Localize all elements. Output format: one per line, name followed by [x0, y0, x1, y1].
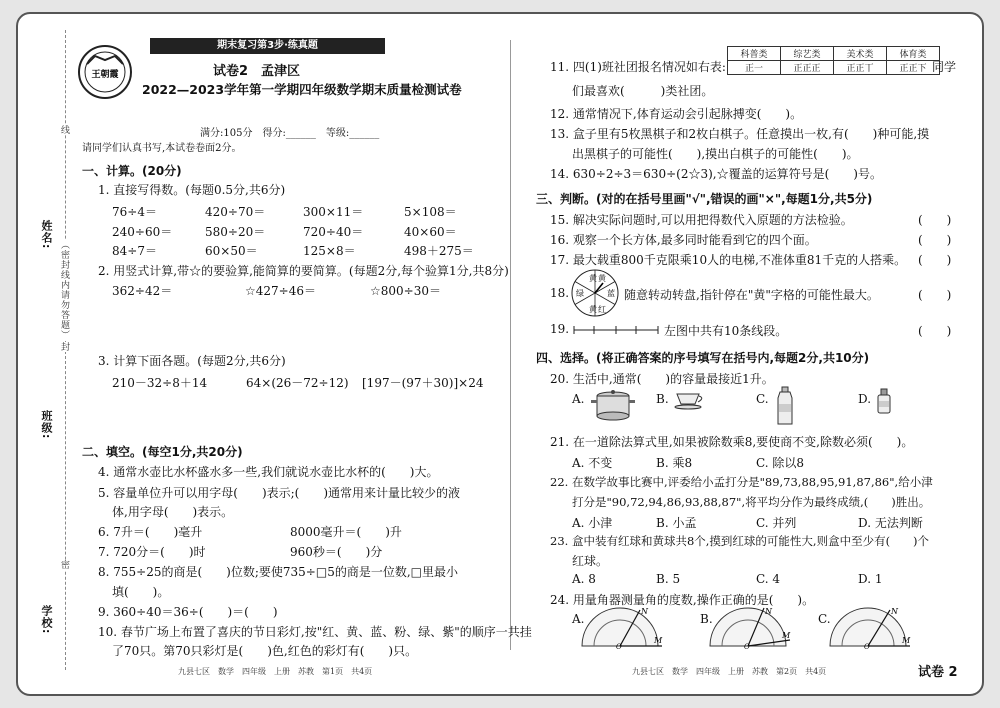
q22-option: C. 并列 — [756, 516, 797, 530]
table-header: 体育类 — [887, 47, 940, 61]
q23-option: A. 8 — [572, 572, 596, 586]
angle-label: O — [616, 643, 622, 650]
q11-line2: 们最喜欢( )类社团。 — [572, 84, 714, 98]
section-3-title: 三、判断。(对的在括号里画"√",错误的画"×",每题1分,共5分) — [536, 192, 873, 206]
q11-line1: 11. 四(1)班社团报名情况如右表: — [550, 60, 726, 74]
q18: 随意转动转盘,指针停在"黄"字格的可能性最大。 — [624, 288, 879, 302]
footer-right: 九县七区 数学 四年级 上册 苏教 第2页 共4页 — [632, 667, 827, 676]
q1-item: 720÷40＝ — [303, 225, 364, 239]
binding-strip — [18, 30, 70, 670]
spinner-label: 黄 — [589, 274, 597, 283]
q18-number: 18. — [550, 286, 570, 300]
table-cell: 正正正 — [781, 61, 834, 75]
q1-item: 84÷7＝ — [112, 244, 157, 258]
table-cell: 正正下 — [887, 61, 940, 75]
q1-item: 125×8＝ — [303, 244, 356, 258]
school-label: 学校: — [40, 605, 53, 635]
q14: 14. 630÷2÷3＝630÷(2☆3),☆覆盖的运算符号是( )号。 — [550, 167, 882, 181]
q15: 15. 解决实际问题时,可以用把得数代入原题的方法检验。 — [550, 213, 853, 227]
paper-badge: 试卷 2 — [918, 665, 958, 680]
q6-part2: 8000毫升＝( )升 — [290, 525, 402, 539]
q10-line2: 了70只。第70只彩灯是( )色,红色的彩灯有( )只。 — [112, 644, 418, 658]
q12: 12. 通常情况下,体育运动会引起脉搏变( )。 — [550, 107, 803, 121]
teacup-icon — [673, 390, 707, 410]
q7-part2: 960秒＝( )分 — [290, 545, 383, 559]
spinner-icon — [570, 268, 620, 318]
exam-title: 2022—2023学年第一学期四年级数学期末质量检测试卷 — [142, 82, 462, 97]
pot-icon — [590, 388, 636, 422]
spinner-label: 黄 — [589, 305, 597, 314]
club-table — [727, 46, 940, 75]
angle-label: N — [641, 607, 648, 616]
q23-option: D. 1 — [858, 572, 883, 586]
q21: 21. 在一道除法算式里,如果被除数乘8,要使商不变,除数必须( )。 — [550, 435, 914, 449]
q2-item: ☆800÷30＝ — [370, 284, 441, 298]
protractor-b-icon — [706, 606, 792, 650]
q16: 16. 观察一个长方体,最多同时能看到它的四个面。 — [550, 233, 817, 247]
section-4-title: 四、选择。(将正确答案的序号填写在括号内,每题2分,共10分) — [536, 351, 870, 365]
q20-option: A. — [572, 392, 585, 406]
q11-tail: 同学 — [932, 60, 957, 74]
q10-line1: 10. 春节广场上布置了喜庆的节日彩灯,按"红、黄、蓝、粉、绿、紫"的顺序一共挂 — [98, 625, 532, 639]
q21-option: A. 不变 — [572, 456, 613, 470]
q17: 17. 最大载重800千克限乘10人的电梯,不准体重81千克的人搭乘。 — [550, 253, 907, 267]
table-header: 科普类 — [728, 47, 781, 61]
q13-line2: 出黑棋子的可能性( ),摸出白棋子的可能性( )。 — [572, 147, 859, 161]
q7-part1: 7. 720分＝( )时 — [98, 545, 206, 559]
judge-paren-16: ( ) — [918, 233, 952, 247]
protractor-a-icon — [578, 606, 664, 650]
q1-title: 1. 直接写得数。(每题0.5分,共6分) — [98, 183, 286, 197]
q23-option: C. 4 — [756, 572, 781, 586]
q20-option: D. — [858, 392, 872, 406]
q1-item: 76÷4＝ — [112, 205, 157, 219]
q9: 9. 360÷40＝36÷( )＝( ) — [98, 605, 278, 619]
q8-line2: 填( )。 — [112, 585, 170, 599]
q22-option: A. 小津 — [572, 516, 613, 530]
seal-mark-seal: 封 — [59, 342, 69, 352]
banner: 期末复习第3步·练真题 — [150, 38, 385, 54]
footer-left: 九县七区 数学 四年级 上册 苏教 第1页 共4页 — [178, 667, 373, 676]
section-1-title: 一、计算。(20分) — [82, 164, 182, 178]
q1-item: 60×50＝ — [205, 244, 258, 258]
q22-line2: 打分是"90,72,94,86,93,88,87",将平均分作为最终成绩,( )胜出。 — [572, 495, 931, 509]
angle-label: M — [654, 636, 663, 645]
q23-line2: 红球。 — [572, 554, 609, 568]
small-bottle-icon — [875, 388, 893, 416]
name-label: 姓名: — [40, 220, 53, 250]
q24: 24. 用量角器测量角的度数,操作正确的是( )。 — [550, 593, 815, 607]
spinner-label: 黄 — [598, 274, 606, 283]
q1-item: 498＋275＝ — [404, 244, 474, 258]
q3-title: 3. 计算下面各题。(每题2分,共6分) — [98, 354, 286, 368]
segment-line-icon — [572, 322, 660, 336]
angle-label: O — [864, 643, 870, 650]
q1-item: 420÷70＝ — [205, 205, 266, 219]
q24-option: C. — [818, 612, 831, 626]
q4: 4. 通常水壶比水杯盛水多一些,我们就说水壶比水杯的( )大。 — [98, 465, 439, 479]
q3-item: [197－(97＋30)]×24 — [362, 376, 484, 390]
protractor-c-icon — [826, 606, 912, 650]
angle-label: O — [744, 643, 750, 650]
q2-title: 2. 用竖式计算,带☆的要验算,能简算的要简算。(每题2分,每个验算1分,共8分) — [98, 264, 509, 278]
q3-item: 64×(26－72÷12) — [246, 376, 349, 390]
q1-item: 5×108＝ — [404, 205, 457, 219]
q22-option: B. 小孟 — [656, 516, 697, 530]
q19: 左图中共有10条线段。 — [664, 324, 788, 338]
judge-paren-17: ( ) — [918, 253, 952, 267]
angle-label: N — [765, 607, 772, 616]
section-2-title: 二、填空。(每空1分,共20分) — [82, 445, 243, 459]
q5-line1: 5. 容量单位升可以用字母( )表示;( )通常用来计量比较少的液 — [98, 486, 461, 500]
seal-note: （密封线内请勿答题） — [59, 240, 69, 340]
angle-label: M — [782, 631, 791, 640]
q22-line1: 22. 在数学故事比赛中,评委给小孟打分是"89,73,88,95,91,87,86",给小津 — [550, 475, 933, 489]
q1-item: 580÷20＝ — [205, 225, 266, 239]
q21-option: C. 除以8 — [756, 456, 805, 470]
judge-paren-19: ( ) — [918, 324, 952, 338]
bottle-icon — [774, 386, 796, 426]
q2-item: ☆427÷46＝ — [245, 284, 316, 298]
judge-paren-18: ( ) — [918, 288, 952, 302]
notice: 请同学们认真书写,本试卷卷面2分。 — [82, 143, 242, 154]
angle-label: M — [902, 636, 911, 645]
q24-option: A. — [572, 612, 585, 626]
q13-line1: 13. 盒子里有5枚黑棋子和2枚白棋子。任意摸出一枚,有( )种可能,摸 — [550, 127, 930, 141]
table-cell: 正正丅 — [834, 61, 887, 75]
q20-option: B. — [656, 392, 669, 406]
table-cell: 正⼀ — [728, 61, 781, 75]
q5-line2: 体,用字母( )表示。 — [112, 505, 234, 519]
spinner-label: 红 — [598, 305, 606, 314]
q1-item: 40×60＝ — [404, 225, 457, 239]
spinner-label: 蓝 — [607, 289, 615, 298]
angle-label: N — [891, 607, 898, 616]
q1-item: 300×11＝ — [303, 205, 364, 219]
q22-option: D. 无法判断 — [858, 516, 923, 530]
score-line: 满分:105分 得分:______ 等级:______ — [200, 128, 380, 139]
q8-line1: 8. 755÷25的商是( )位数;要使735÷□5的商是一位数,□里最小 — [98, 565, 458, 579]
seal-mark-secret: 密 — [59, 560, 69, 570]
judge-paren-15: ( ) — [918, 213, 952, 227]
table-header: 美术类 — [834, 47, 887, 61]
q19-number: 19. — [550, 322, 570, 336]
spinner-label: 绿 — [576, 289, 584, 298]
q23-option: B. 5 — [656, 572, 681, 586]
q2-item: 362÷42＝ — [112, 284, 173, 298]
q1-item: 240÷60＝ — [112, 225, 173, 239]
q3-item: 210－32÷8＋14 — [112, 376, 208, 390]
q20: 20. 生活中,通常( )的容量最接近1升。 — [550, 372, 774, 386]
paper-title: 试卷2 孟津区 — [213, 64, 301, 79]
logo-text: 王朝霞 — [91, 70, 119, 80]
seal-mark-line: 线 — [59, 125, 69, 135]
q20-option: C. — [756, 392, 769, 406]
column-divider — [510, 40, 511, 650]
q23-line1: 23. 盒中装有红球和黄球共8个,摸到红球的可能性大,则盒中至少有( )个 — [550, 534, 930, 548]
q21-option: B. 乘8 — [656, 456, 693, 470]
q6-part1: 6. 7升＝( )毫升 — [98, 525, 203, 539]
table-header: 综艺类 — [781, 47, 834, 61]
class-label: 班级: — [40, 410, 53, 440]
publisher-logo — [77, 44, 133, 100]
q24-option: B. — [700, 612, 713, 626]
